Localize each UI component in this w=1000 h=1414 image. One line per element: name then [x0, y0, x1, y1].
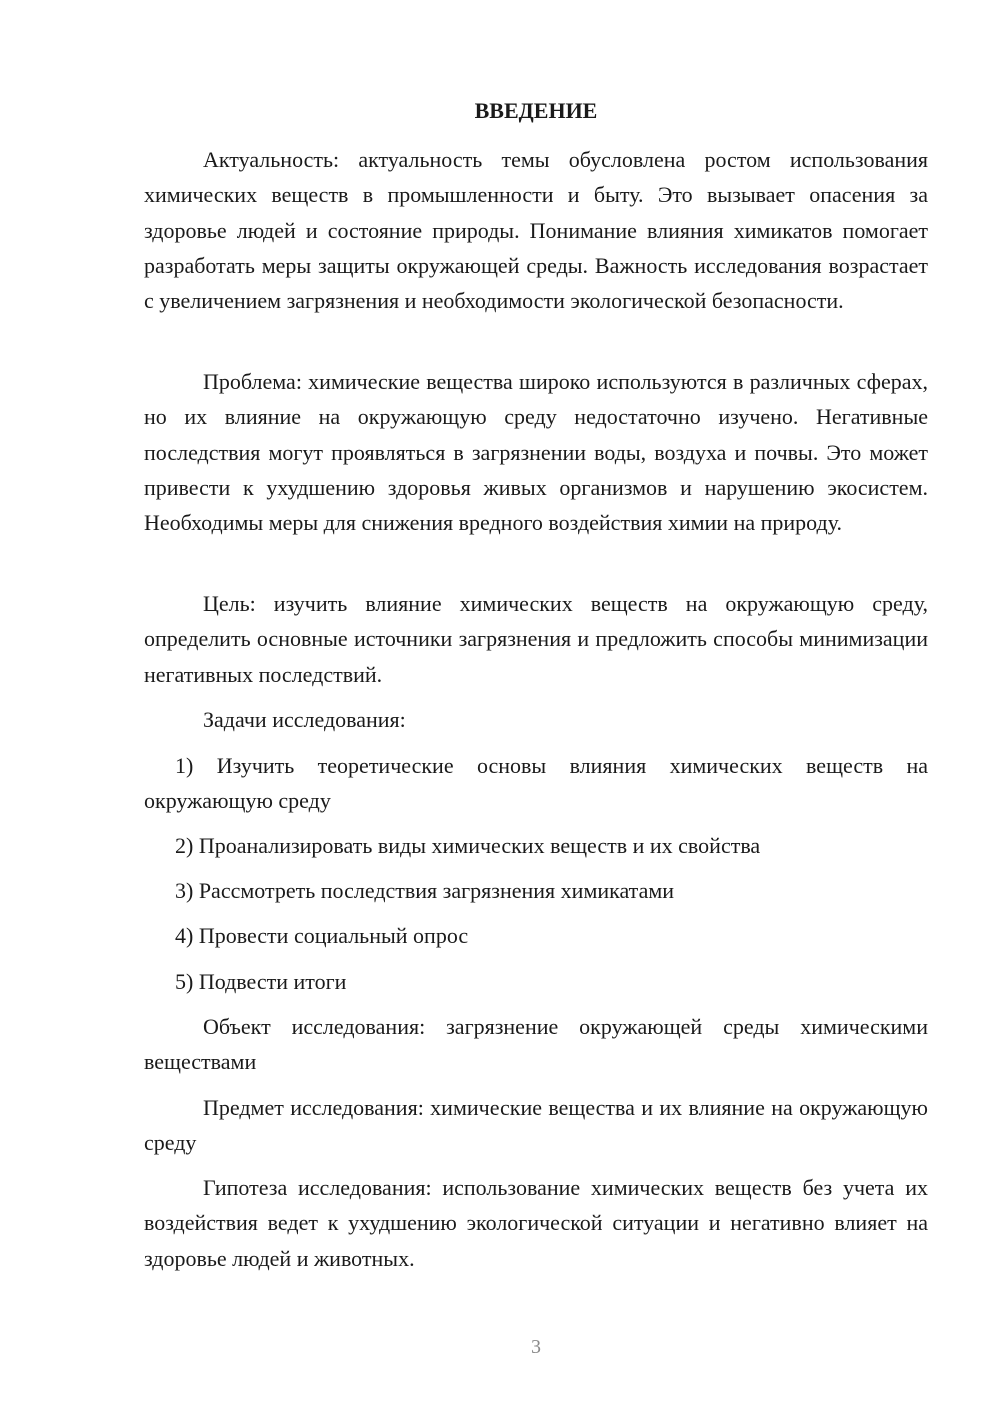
task-item-4: 4) Провести социальный опрос	[175, 923, 469, 948]
relevance-paragraph: Актуальность: актуальность темы обусловлена ростом использования химических веществ в промышленности и быту. Это вызывает опасения за здоровье людей и состояние природы. Понимание влияния химикатов помогает разработать меры защиты окружающей среды. Важность исследования возрастает с увеличением загрязнения и необходимости экологической безопасности.	[144, 147, 928, 314]
object-paragraph: Объект исследования: загрязнение окружающей среды химическими веществами	[144, 1014, 928, 1075]
hypothesis-paragraph: Гипотеза исследования: использование химических веществ без учета их воздействия ведет к ухудшению экологической ситуации и негативно влияет на здоровье людей и животных.	[144, 1175, 928, 1271]
tasks-heading: Задачи исследования:	[203, 707, 406, 732]
task-item-2: 2) Проанализировать виды химических веществ и их свойства	[175, 833, 761, 858]
task-item-5: 5) Подвести итоги	[175, 969, 347, 994]
task-item-1: 1) Изучить теоретические основы влияния химических веществ на окружающую среду	[144, 753, 928, 814]
problem-paragraph: Проблема: химические вещества широко используются в различных сферах, но их влияние на окружающую среду недостаточно изучено. Негативные последствия могут проявляться в загрязнении воды, воздуха и почвы. Это может привести к ухудшению здоровья живых организмов и нарушению экосистем. Необходимы меры для снижения вредного воздействия химии на природу.	[144, 369, 928, 536]
page-title: ВВЕДЕНИЕ	[474, 98, 598, 123]
task-item-3: 3) Рассмотреть последствия загрязнения химикатами	[175, 878, 675, 903]
subject-paragraph: Предмет исследования: химические вещества и их влияние на окружающую среду	[144, 1095, 928, 1156]
page-number: 3	[531, 1336, 541, 1358]
goal-paragraph: Цель: изучить влияние химических веществ на окружающую среду, определить основные источники загрязнения и предложить способы минимизации негативных последствий.	[144, 591, 928, 687]
